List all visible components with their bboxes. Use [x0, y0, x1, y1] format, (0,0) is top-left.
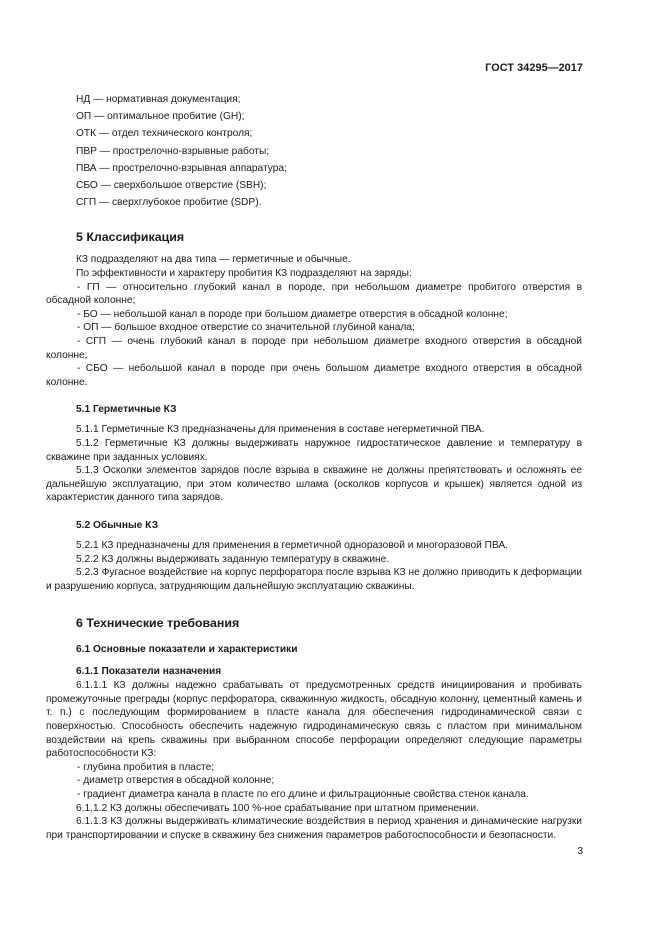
subsection-5-2-title: 5.2 Обычные КЗ	[76, 519, 159, 531]
subsection-6-1-1-title: 6.1.1 Показатели назначения	[76, 666, 222, 678]
classification-item: - ГП — относительно глубокий канал в породе, при небольшом диаметре пробитого отверстия в обсадной колонне;	[46, 281, 582, 307]
paragraph: 5.1.3 Осколки элементов зарядов после взрыва в скважине не должны препятствовать и осложнять ее дальнейшую эксплуатацию, при этом количество шлама (осколков корпусов и крышек) является одной из характеристик данного типа зарядов.	[46, 465, 582, 504]
abbreviation-item: СБО — сверхбольшое отверстие (SBH);	[76, 180, 267, 192]
parameter-item: - глубина пробития в пласте;	[77, 761, 215, 773]
abbreviation-item: СГП — сверхглубокое пробитие (SDP).	[76, 197, 262, 209]
subsection-6-1-title: 6.1 Основные показатели и характеристики	[76, 644, 298, 656]
parameter-item: - диаметр отверстия в обсадной колонне;	[77, 775, 275, 787]
section-5-intro: КЗ подразделяют на два типа — герметичные и обычные.	[76, 254, 351, 266]
abbreviation-item: ПВР — прострелочно-взрывные работы;	[76, 145, 270, 157]
classification-item: - ОП — большое входное отверстие со значительной глубиной канала;	[77, 322, 415, 334]
paragraph: 6.1.1.1 КЗ должны надежно срабатывать от предусмотренных средств инициирования и пробивать промежуточные преграды (корпус перфоратора, скважинную жидкость, обсадную колонну, цементный камень и т. п.) с последующим формированием в пласте канала для обеспечения гидродинамической связи с поверхностью. Способность обеспечить надежную гидродинамическую связь с пластом при минимальном воздействии на крепь скважины при выбранном способе перфорации определяют следующие параметры работоспособности КЗ:	[46, 680, 582, 760]
parameter-item: - градиент диаметра канала в пласте по его длине и фильтрационные свойства стенок канала.	[77, 789, 529, 801]
abbreviation-list	[74, 91, 582, 211]
page-number: 3	[577, 846, 583, 857]
standard-code-header: ГОСТ 34295—2017	[485, 62, 583, 74]
paragraph: 5.2.3 Фугасное воздействие на корпус перфоратора после взрыва КЗ не должно приводить к деформации и разрушению корпуса, затрудняющим дальнейшую эксплуатацию скважины.	[46, 567, 582, 592]
subsection-5-1-title: 5.1 Герметичные КЗ	[76, 404, 177, 416]
classification-item: - СБО — небольшой канал в породе при очень большом диаметре входного отверстия в обсадной колонне.	[46, 363, 582, 388]
paragraph: 6.1.1.2 КЗ должны обеспечивать 100 %-ное срабатывание при штатном применении.	[76, 802, 479, 814]
paragraph: 5.2.1 КЗ предназначены для применения в герметичной одноразовой и многоразовой ПВА.	[76, 539, 509, 551]
classification-item: - БО — небольшой канал в породе при большом диаметре отверстия в обсадной колонне;	[77, 308, 508, 320]
paragraph: 6.1.1.3 КЗ должны выдерживать климатические воздействия в период хранения и динамические нагрузки при транспортировании и спуске в скважину без снижения параметров работоспособности и безопасности.	[46, 816, 582, 841]
section-5-title: 5 Классификация	[76, 230, 185, 245]
abbreviation-item: НД — нормативная документация;	[76, 94, 241, 105]
page-body	[46, 91, 582, 842]
abbreviation-item: ОТК — отдел технического контроля;	[76, 128, 253, 140]
paragraph: 5.2.2 КЗ должны выдерживать заданную температуру в скважине.	[76, 553, 390, 565]
subsection-5-2-body	[46, 539, 582, 593]
section-5-intro: По эффективности и характеру пробития КЗ подразделяют на заряды:	[76, 268, 412, 280]
section-5-body	[46, 253, 582, 389]
paragraph: 5.1.2 Герметичные КЗ должны выдерживать наружное гидростатическое давление и температуру в скважине при заданных условиях.	[46, 437, 582, 463]
abbreviation-item: ОП — оптимальное пробитие (GH);	[76, 111, 245, 123]
paragraph: 5.1.1 Герметичные КЗ предназначены для применения в составе негерметичной ПВА.	[76, 424, 485, 436]
classification-item: - СГП — очень глубокий канал в породе при небольшом диаметре входного отверстия в обсадной колонне;	[46, 335, 582, 361]
abbreviation-item: ПВА — прострелочно-взрывная аппаратура;	[76, 162, 287, 174]
subsection-5-1-body	[46, 423, 582, 505]
section-6-title: 6 Технические требования	[76, 616, 240, 631]
subsection-6-1-1-body	[46, 679, 582, 842]
